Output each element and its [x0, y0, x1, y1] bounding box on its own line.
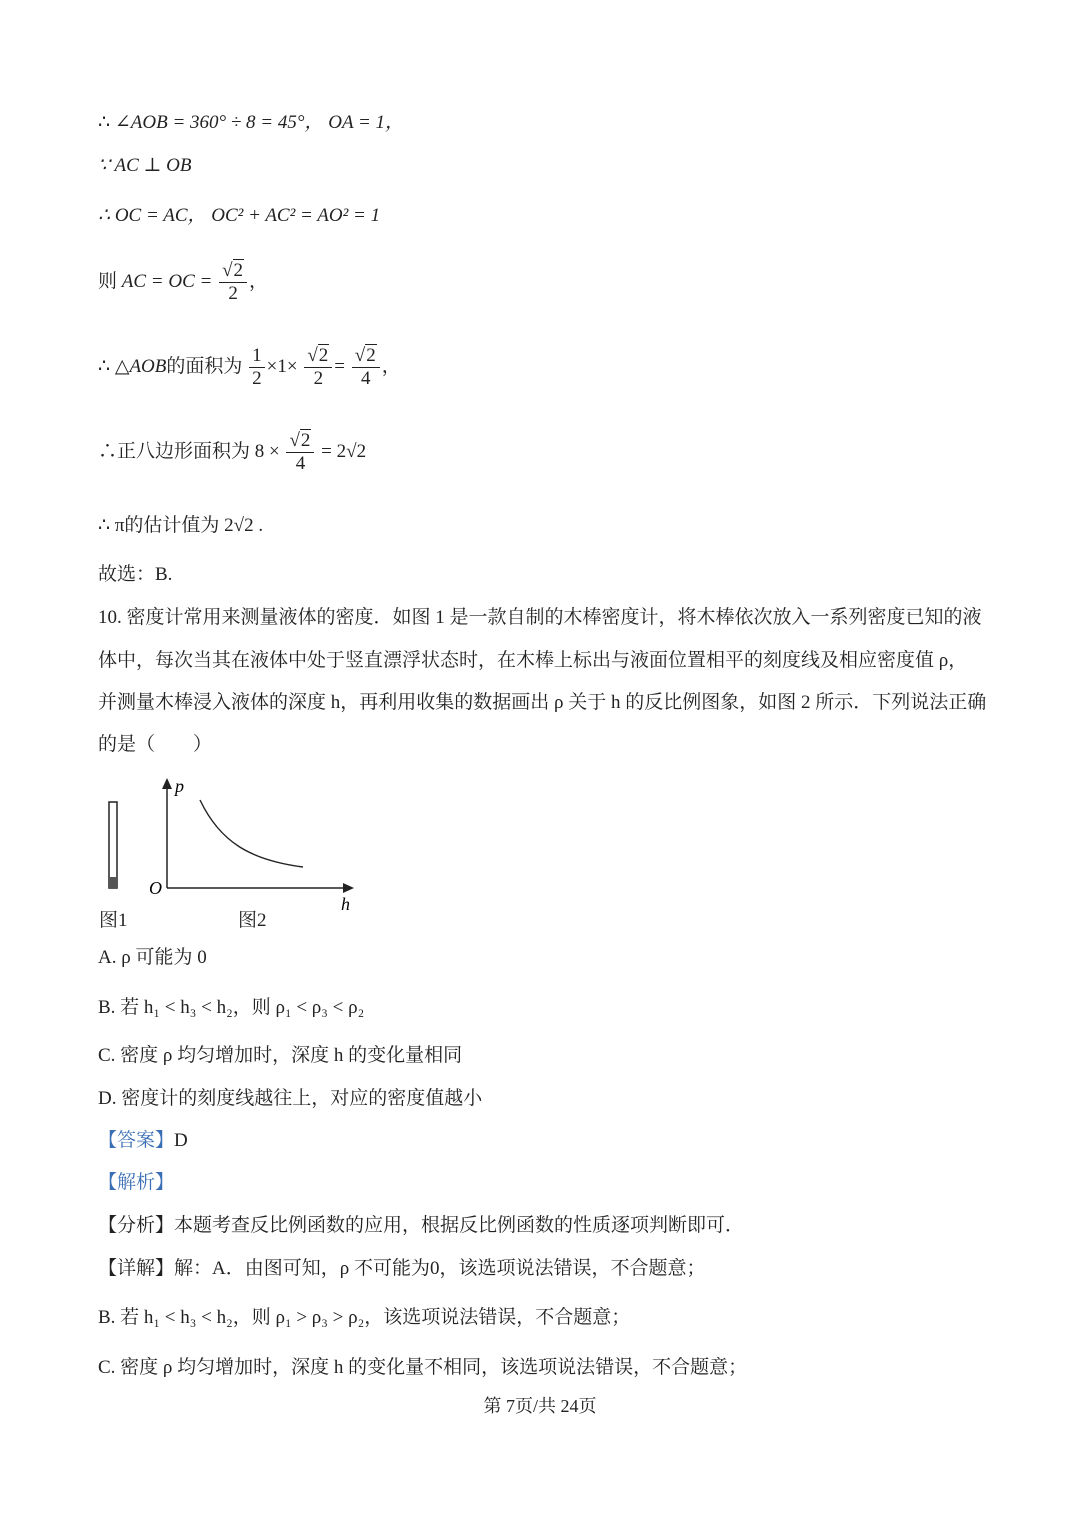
solution-line-pi-estimate: ∴ π的估计值为 2√2 . — [98, 515, 264, 536]
option-d: D. 密度计的刻度线越往上，对应的密度值越小 — [98, 1088, 483, 1109]
density-rod — [109, 802, 117, 888]
figure-2-label: 图2 — [238, 910, 267, 931]
analysis-heading: 【解析】 — [98, 1172, 175, 1193]
solution-line-perp: ∵ AC ⊥ OB — [98, 155, 192, 176]
question-text-4: 的是（ ） — [98, 734, 213, 755]
analysis-summary: 【分析】本题考查反比例函数的应用，根据反比例函数的性质逐项判断即可． — [98, 1215, 745, 1236]
solution-choice: 故选：B. — [98, 564, 173, 585]
inverse-curve — [200, 800, 303, 867]
solution-line-ac-oc: 则 AC = OC = $\frac{√2}{2}$ ， — [98, 260, 269, 304]
option-c: C. 密度 ρ 均匀增加时，深度 h 的变化量相同 — [98, 1045, 463, 1066]
detail-a: 【详解】解：A．由图可知，ρ 不可能为0，该选项说法错误，不合题意； — [98, 1258, 706, 1279]
detail-c: C. 密度 ρ 均匀增加时，深度 h 的变化量不相同，该选项说法错误，不合题意； — [98, 1357, 748, 1378]
option-b: B. 若 h₁ < h₃ < h₂，则 ρ₁ < ρ₃ < ρ₂ — [98, 997, 365, 1018]
axis-x-label: h — [341, 894, 350, 914]
origin-label: O — [149, 878, 162, 898]
detail-b: B. 若 h₁ < h₃ < h₂，则 ρ₁ > ρ₃ > ρ₂，该选项说法错误，不合题意； — [98, 1307, 631, 1328]
solution-line-pythagoras: ∴ OC = AC， OC² + AC² = AO² = 1 — [98, 205, 381, 226]
figure-1-label: 图1 — [99, 910, 128, 931]
option-a: A. ρ 可能为 0 — [98, 947, 207, 968]
question-figure — [95, 772, 375, 917]
answer-line: 【答案】D — [98, 1130, 188, 1151]
solution-line-angle: ∴ ∠AOB = 360° ÷ 8 = 45°， OA = 1， — [98, 112, 405, 133]
rod-weight — [109, 877, 117, 888]
page-number: 第 7页/共 24页 — [483, 1396, 597, 1416]
question-text-3: 并测量木棒浸入液体的深度 h，再利用收集的数据画出 ρ 关于 h 的反比例图象，如图 2 所示．下列说法正确 — [98, 692, 987, 713]
solution-line-triangle-area: ∴ △AOB的面积为 $\frac{1}{2}$ ×1× $\frac{√2}{2}$ = $\frac{√2}{4}$ ， — [98, 345, 401, 389]
fraction: $\frac{√2}{2}$ — [219, 260, 247, 305]
y-axis-arrow — [162, 778, 172, 789]
solution-line-octagon-area: ∴正八边形面积为 8 × $\frac{√2}{4}$ = 2√2 — [98, 430, 367, 474]
axis-y-label: p — [175, 776, 184, 796]
question-text-1: 10. 密度计常用来测量液体的密度．如图 1 是一款自制的木棒密度计，将木棒依次放入一系列密度已知的液 — [98, 607, 982, 628]
question-text-2: 体中，每次当其在液体中处于竖直漂浮状态时，在木棒上标出与液面位置相平的刻度线及相应密度值 ρ， — [98, 650, 968, 671]
x-axis-arrow — [343, 883, 354, 893]
